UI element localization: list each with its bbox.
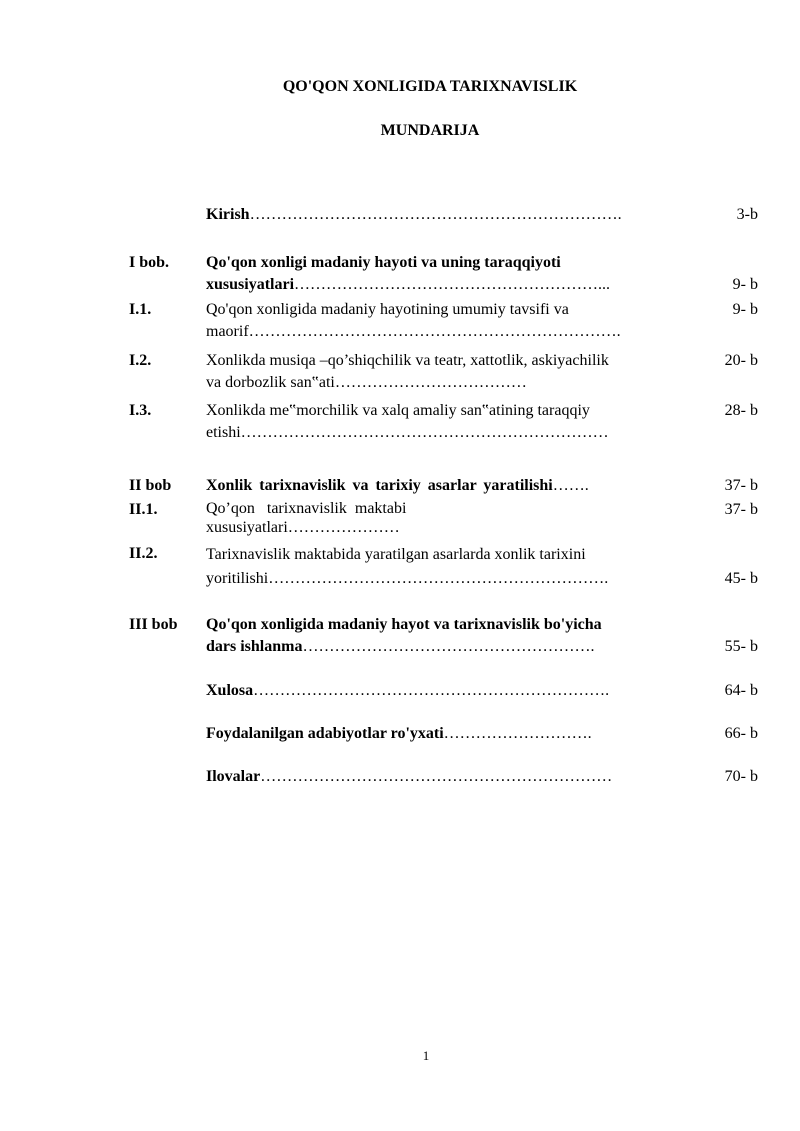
toc-entry-line2-label: xususiyatlari — [206, 276, 295, 293]
toc-leader-dots: ……………………………………………………………. — [249, 206, 622, 223]
toc-page-ref: 9- b — [732, 276, 758, 293]
document-title: QO'QON XONLIGIDA TARIXNAVISLIK — [282, 78, 578, 95]
toc-page-ref: 70- b — [724, 768, 758, 785]
toc-page-ref: 37- b — [724, 477, 758, 494]
toc-entry-line1: Qo’qon tarixnavislik maktabi — [206, 500, 407, 517]
toc-entry-text — [206, 204, 691, 226]
toc-page-ref: 45- b — [724, 570, 758, 587]
toc-entry-text — [206, 614, 691, 658]
toc-chapter-number: III bob — [129, 616, 178, 633]
toc-entry-label: Kirish — [206, 206, 250, 223]
toc-entry-line2: va dorbozlik san‟ati……………………………… — [206, 374, 527, 391]
toc-page-ref: 55- b — [724, 638, 758, 655]
toc-entry-line2: yoritilishi………………………………………………………. — [206, 570, 609, 587]
toc-section-number: I.3. — [129, 402, 152, 419]
toc-entry-text — [206, 766, 691, 788]
toc-page-ref: 66- b — [724, 725, 758, 742]
toc-entry-label: Ilovalar — [206, 768, 261, 785]
toc-heading: MUNDARIJA — [380, 122, 480, 139]
toc-entry-text — [206, 680, 691, 702]
toc-leader-dots: …………………………………………………………. — [253, 682, 610, 699]
toc-chapter-number: II bob — [129, 477, 172, 494]
toc-entry-line1: Qo'qon xonligida madaniy hayotining umumiy tavsifi va — [206, 301, 569, 318]
toc-entry-text — [206, 252, 691, 296]
toc-leader-dots: …………………………………………………... — [294, 276, 611, 293]
toc-section-number: I.1. — [129, 301, 152, 318]
toc-page-ref: 28- b — [724, 402, 758, 419]
toc-leader-dots: ………………………………………………. — [302, 638, 595, 655]
toc-section-number: II.2. — [129, 545, 158, 562]
toc-section-number: I.2. — [129, 352, 152, 369]
toc-entry-text — [206, 350, 691, 394]
toc-chapter-number: I bob. — [129, 254, 170, 271]
toc-entry-text — [206, 499, 691, 537]
toc-entry-label: Foydalanilgan adabiyotlar ro'yxati — [206, 725, 444, 742]
page-number: 1 — [422, 1048, 430, 1063]
toc-leader-dots: ………………………. — [443, 725, 592, 742]
toc-entry-line2: maorif……………………………………………………………. — [206, 323, 621, 340]
toc-entry-line1: Qo'qon xonligi madaniy hayoti va uning taraqqiyoti — [206, 254, 561, 271]
toc-leader-dots: ………………………………………………………… — [260, 768, 613, 785]
toc-page-ref: 3-b — [736, 206, 758, 223]
toc-page-ref: 64- b — [724, 682, 758, 699]
toc-section-number: II.1. — [129, 501, 158, 518]
toc-entry-line1: Xonlikda me‟morchilik va xalq amaliy san‟atining taraqqiy — [206, 402, 590, 419]
toc-entry-line1: Tarixnavislik maktabida yaratilgan asarlarda xonlik tarixini — [206, 546, 586, 563]
toc-entry-text — [206, 299, 691, 343]
toc-entry-line2: xususiyatlari………………… — [206, 519, 400, 536]
toc-page-ref: 9- b — [732, 301, 758, 318]
toc-entry-line2-label: dars ishlanma — [206, 638, 303, 655]
toc-entry-line2: etishi…………………………………………………………… — [206, 424, 609, 441]
toc-page-ref: 20- b — [724, 352, 758, 369]
toc-entry-line1: Qo'qon xonligida madaniy hayot va tarixnavislik bo'yicha — [206, 616, 602, 633]
toc-entry-text — [206, 543, 691, 591]
toc-entry-label: Xulosa — [206, 682, 254, 699]
toc-entry-line1: Xonlikda musiqa –qo’shiqchilik va teatr, xattotlik, askiyachilik — [206, 352, 609, 369]
toc-leader-dots: ……. — [552, 477, 589, 494]
toc-page-ref: 37- b — [724, 501, 758, 518]
toc-entry-text — [206, 723, 691, 745]
toc-entry-label: Xonlik tarixnavislik va tarixiy asarlar yaratilishi — [206, 477, 553, 494]
toc-entry-text — [206, 400, 691, 444]
toc-entry-text — [206, 475, 691, 497]
